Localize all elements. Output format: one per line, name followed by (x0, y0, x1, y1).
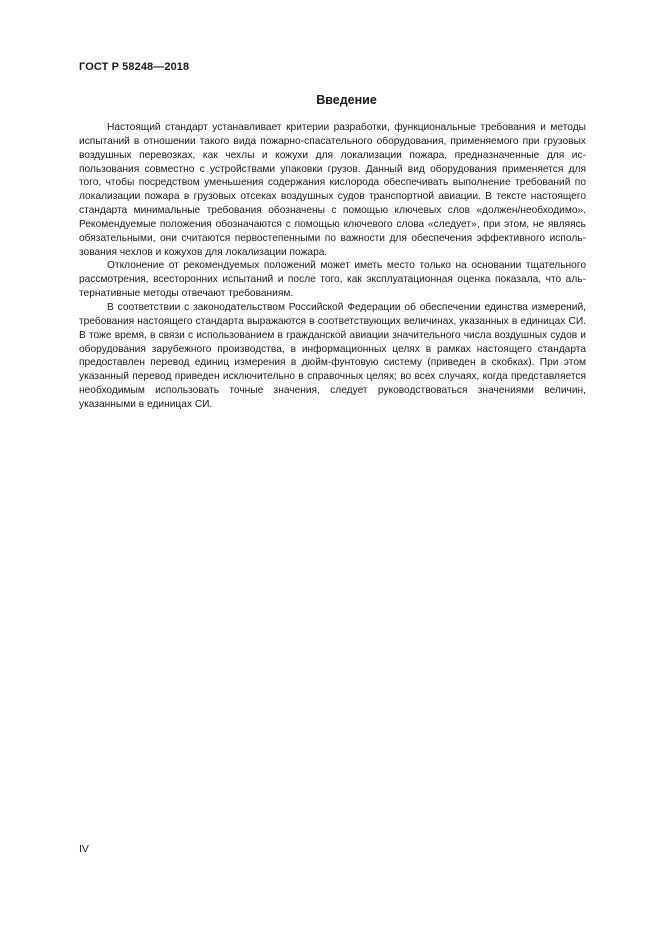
paragraph-3: В соответствии с законодательством Российской Федерации об обеспечении единства измерений, требования настоящего стандарта выражаются в соответствующих величинах, указанных в единицах СИ. В тоже время, в связи с использованием в гражданской авиации значительного числа воздушных судов и оборудования зарубежного производства, в информационных целях в рамках настоящего стандарта предоставлен перевод единиц измерения в дюйм-фунтовую систему (приведен в скобках). При этом указанный перевод приведен исключительно в справочных целях; во всех случаях, когда представляется необходимым использовать точные значения, следует руководствоваться значениями величин, указанными в единицах СИ. (79, 301, 586, 410)
paragraph-1: Настоящий стандарт устанавливает критерии разработки, функциональные требования и методы испытаний в отношении такого вида пожарно-спасательного оборудования, применяемого при грузовых воздушных перевозках, как чехлы и кожухи для локализации пожара, предназначенные для использования совместно с устройствами упаковки грузов. Данный вид оборудования применяется для того, чтобы посредством уменьшения содержания кислорода обеспечивать выполнение требований по локализации пожара в грузовых отсеках воздушных судов транспортной авиации. В тексте настоящего стандарта минимальные требования обозначены с помощью ключевых слов «должен/необходимо». Рекомендуемые положения обозначаются с помощью ключевого слова «следует», при этом, не являясь обязательными, они считаются первостепенными по важности для обеспечения эффективного использования чехлов и кожухов для локализации пожара. (79, 122, 586, 258)
body-text (79, 121, 586, 412)
document-code: ГОСТ Р 58248—2018 (79, 61, 190, 73)
section-title: Введение (316, 93, 377, 107)
page-number: IV (79, 843, 89, 855)
paragraph-2: Отклонение от рекомендуемых положений может иметь место только на основании тщательного рассмотрения, всесторонних испытаний и после того, как эксплуатационная оценка показала, что альтернативные методы отвечают требованиям. (79, 260, 586, 300)
